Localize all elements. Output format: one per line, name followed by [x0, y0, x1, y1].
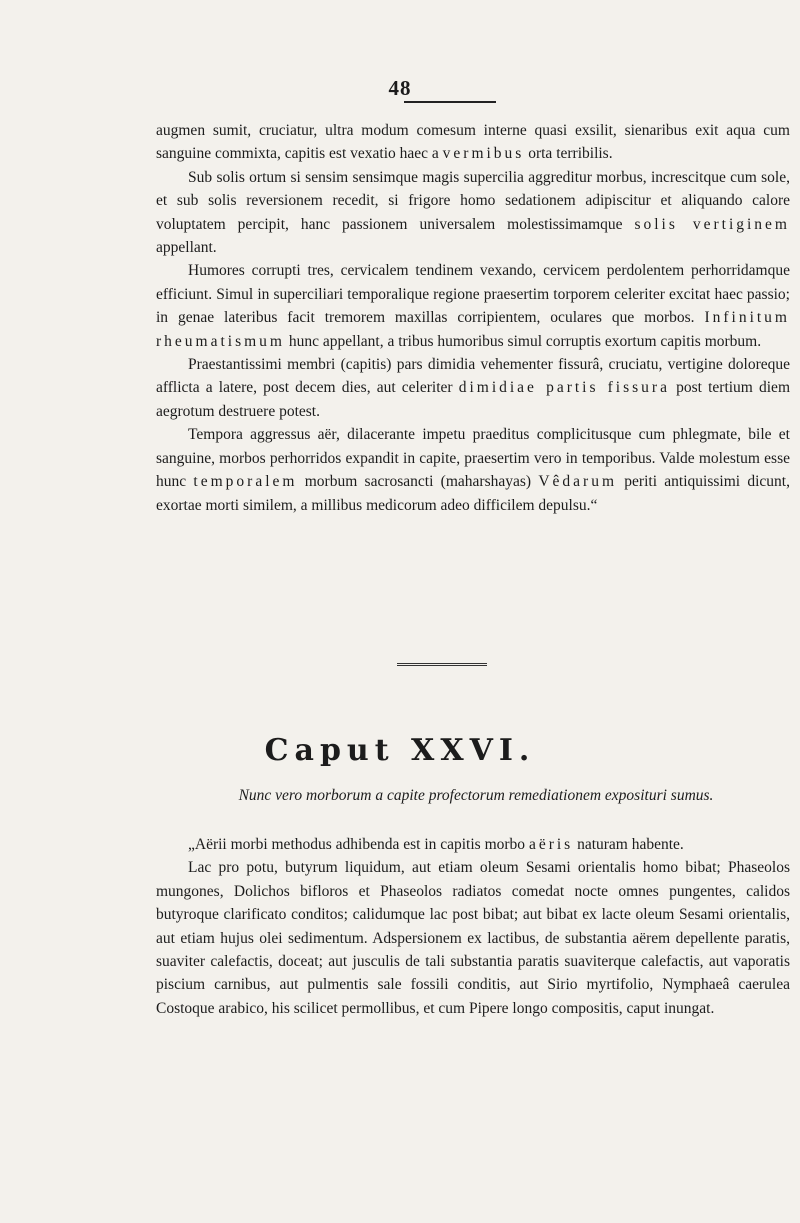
spaced-term: Vêdarum [538, 473, 618, 491]
text-run: augmen sumit, cruciatur, ultra modum comesum interne quasi exsilit, sienaribus exit aqua cum sanguine commixta, capitis est vexatio haec a [156, 122, 790, 163]
paragraph [156, 259, 790, 353]
page-number-rule [404, 101, 496, 103]
text-run: Sub solis ortum si sensim sensimque magis supercilia aggreditur morbus, increscitque cum sole, et sub solis reversionem recedit, si frigore homo sedationem adipiscitur et aliquando calore voluptatem percipit, hanc passionem universalem molestissimamque [156, 168, 790, 233]
spaced-term: vermibus [442, 145, 525, 163]
paragraph [156, 856, 790, 1020]
text-block-bottom [156, 833, 790, 1020]
spaced-term: solis vertiginem [634, 215, 790, 233]
section-separator [397, 663, 487, 666]
text-run: Tempora aggressus aër, dilacerante impetu praeditus complicitusque cum phlegmate, bile et sanguine, morbos perhorridos expandit in capite, praesertim vero in temporibus. Valde molestum esse hunc [156, 426, 790, 491]
text-run: naturam habente. [573, 836, 684, 853]
spaced-term: dimidiae partis fissura [458, 379, 670, 397]
text-run: „Aërii morbi methodus adhibenda est in capitis morbo [188, 836, 529, 853]
spaced-term: aëris [528, 836, 574, 853]
text-run: hunc appellant, a tribus humoribus simul corruptis exortum capitis morbum. [285, 332, 762, 350]
text-run: periti antiquissimi dicunt, exortae morti similem, a millibus medicorum adeo difficilem depulsu.“ [156, 473, 790, 514]
text-block-top [156, 119, 790, 517]
text-run: orta terribilis. [524, 145, 613, 163]
spaced-term: Infinitum rheumatismum [156, 309, 790, 350]
paragraph [156, 119, 790, 166]
paragraph [156, 423, 790, 517]
chapter-subtitle: Nunc vero morborum a capite profectorum remediationem exposituri sumus. [238, 787, 714, 804]
text-run: appellant. [156, 239, 217, 257]
text-run: Praestantissimi membri (capitis) pars dimidia vehementer fissurâ, cruciatu, vertigine doloreque afflicta a latere, post decem dies, aut celeriter [156, 356, 790, 397]
spaced-term: temporalem [193, 473, 298, 491]
page-number: 48 [388, 76, 412, 100]
text-run: Lac pro potu, butyrum liquidum, aut etiam oleum Sesami orientalis homo bibat; Phaseolos mungones, Dolichos bifloros et Phaseolos radiatos comedat nocte omnes pungentes, calidos butyroque clarificato conditos; calidumque lac post bibat; aut bibat ex lacte oleum Sesami orientalis, aut etiam hujus olei sedimentum. Adspersionem ex lactibus, de substantia aërem depellente paratis, suaviter calefactis, doceat; aut jusculis de tali substantia paratis suaviterque calefactis, aut vaporatis piscium carnibus, aut pulmentis sale fossili conditis, aut Sirio myrtifolio, Nymphaeâ caerulea Costoque arabico, his scilicet permollibus, et cum Pipere longo compositis, caput inungat. [156, 859, 790, 1017]
text-run: Humores corrupti tres, cervicalem tendinem vexando, cervicem perdolentem perhorridamque efficiunt. Simul in superciliari temporalique regione praesertim torporem celeriter excitat haec passio; in genae lateribus facit tremorem maxillas corripientem, oculares que morbos. [156, 262, 790, 327]
paragraph [156, 833, 790, 856]
paragraph [156, 166, 790, 260]
paragraph [156, 353, 790, 423]
chapter-title: Caput XXVI. [264, 733, 536, 768]
text-run: post tertium diem aegrotum destruere potest. [156, 379, 790, 420]
text-run: morbum sacrosancti (maharshayas) [297, 473, 539, 491]
